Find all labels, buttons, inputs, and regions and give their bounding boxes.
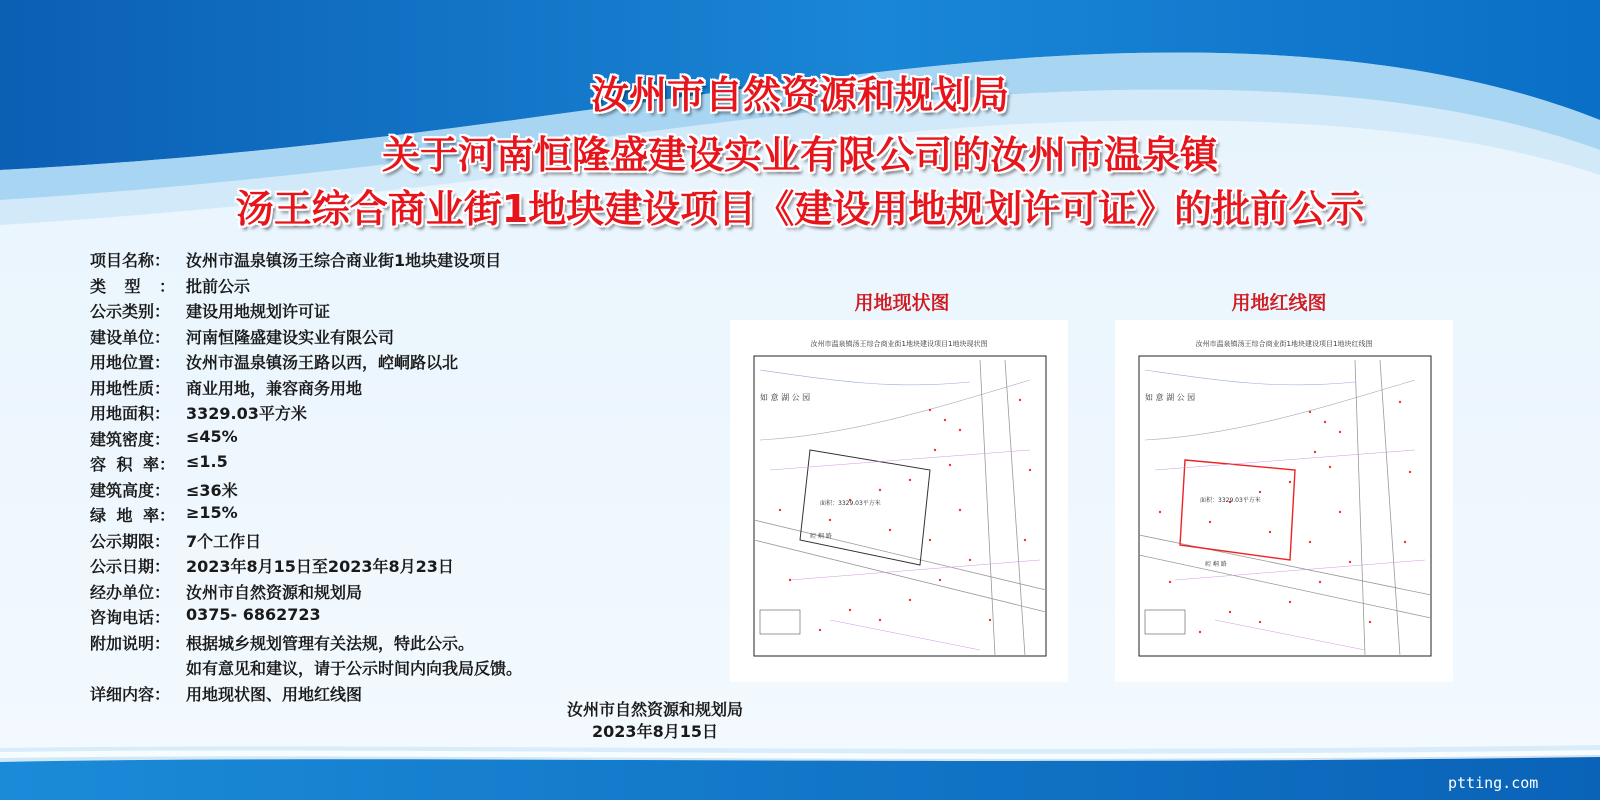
map-current-area-label: 面积：3329.03平方米 — [820, 500, 881, 507]
map-current-park-label: 如 意 湖 公 园 — [760, 393, 811, 402]
map-current-drawing — [730, 320, 1068, 682]
map-redline-drawing — [1115, 320, 1453, 682]
map-redline-survey-points — [1159, 401, 1411, 633]
row-nature: 用地性质： 商业用地，兼容商务用地 — [90, 378, 363, 398]
map-current-caption: 汝州市温泉镇汤王综合商业街1地块建设项目1地块现状图 — [810, 340, 988, 348]
map-current-survey-points — [779, 399, 1031, 631]
map-redline — [1115, 320, 1453, 682]
map-current-heading: 用地现状图 — [854, 292, 950, 314]
watermark: ptting.com — [1448, 774, 1539, 792]
map-redline-area-label: 面积：3329.03平方米 — [1200, 497, 1261, 504]
row-project-name: 项目名称： 汝州市温泉镇汤王综合商业街1地块建设项目 — [90, 251, 502, 270]
title-line-3: 汤王综合商业街1地块建设项目《建设用地规划许可证》的批前公示 — [235, 187, 1365, 231]
row-detail: 详细内容： 用地现状图、用地红线图 — [90, 684, 363, 704]
map-redline-heading: 用地红线图 — [1231, 292, 1327, 314]
map-redline-caption: 汝州市温泉镇汤王综合商业街1地块建设项目1地块红线图 — [1195, 340, 1373, 348]
row-note: 附加说明： 根据城乡规划管理有关法规，特此公示。 — [90, 633, 475, 653]
row-phone: 咨询电话： 0375- 6862723 — [90, 605, 321, 627]
row-far: 容 积 率： ≤1.5 — [90, 452, 228, 474]
map-redline-park-label: 如 意 湖 公 园 — [1145, 393, 1196, 402]
signature-date: 2023年8月15日 — [592, 722, 718, 741]
signature-org: 汝州市自然资源和规划局 — [566, 700, 743, 719]
title-line-2: 关于河南恒隆盛建设实业有限公司的汝州市温泉镇 — [381, 133, 1218, 177]
row-period: 公示期限： 7个工作日 — [90, 531, 262, 551]
map-current — [730, 320, 1068, 682]
row-type: 类 型 ： 批前公示 — [90, 276, 251, 296]
row-green: 绿 地 率： ≥15% — [90, 503, 238, 525]
notice-details — [90, 248, 522, 707]
row-area: 用地面积： 3329.03平方米 — [90, 404, 307, 423]
row-height: 建筑高度： ≤36米 — [90, 480, 238, 500]
map-current-road-label: 崆 峒 路 — [810, 533, 832, 540]
map-redline-road-label: 崆 峒 路 — [1205, 561, 1227, 568]
row-date: 公示日期： 2023年8月15日至2023年8月23日 — [90, 557, 454, 576]
row-location: 用地位置： 汝州市温泉镇汤王路以西，崆峒路以北 — [90, 353, 459, 372]
row-category: 公示类别： 建设用地规划许可证 — [90, 302, 331, 321]
row-agency: 经办单位： 汝州市自然资源和规划局 — [90, 582, 363, 602]
row-note-continued: 如有意见和建议，请于公示时间内向我局反馈。 — [186, 659, 523, 678]
title-line-1: 汝州市自然资源和规划局 — [590, 73, 1009, 117]
row-density: 建筑密度： ≤45% — [90, 426, 238, 449]
row-builder: 建设单位： 河南恒隆盛建设实业有限公司 — [90, 327, 395, 347]
